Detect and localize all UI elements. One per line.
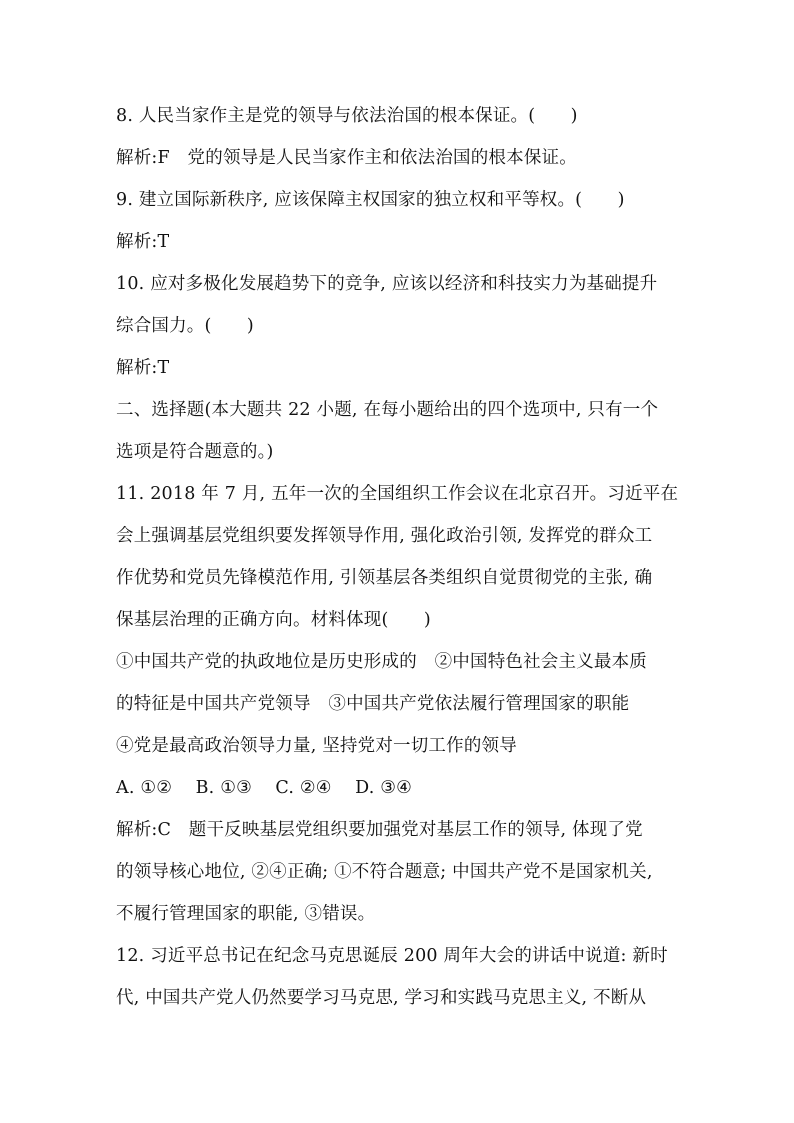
question-11-statements-line-2: 的特征是中国共产党领导 ③中国共产党依法履行管理国家的职能 (116, 694, 630, 714)
question-10-line-2: 综合国力。( ) (116, 316, 254, 336)
answer-11-line-3: 不履行管理国家的职能, ③错误。 (116, 904, 376, 924)
question-9: 9. 建立国际新秩序, 应该保障主权国家的独立权和平等权。( ) (116, 190, 625, 210)
question-11-line-3: 作优势和党员先锋模范作用, 引领基层各类组织自觉贯彻党的主张, 确 (116, 568, 653, 588)
question-12-line-2: 代, 中国共产党人仍然要学习马克思, 学习和实践马克思主义, 不断从 (116, 988, 647, 1008)
answer-11-line-2: 的领导核心地位, ②④正确; ①不符合题意; 中国共产党不是国家机关, (116, 862, 653, 882)
question-11-line-1: 11. 2018 年 7 月, 五年一次的全国组织工作会议在北京召开。习近平在 (116, 484, 679, 504)
answer-8: 解析:F 党的领导是人民当家作主和依法治国的根本保证。 (116, 148, 577, 168)
question-8: 8. 人民当家作主是党的领导与依法治国的根本保证。( ) (116, 106, 578, 126)
question-11-options: A. ①② B. ①③ C. ②④ D. ③④ (116, 778, 413, 798)
question-10-line-1: 10. 应对多极化发展趋势下的竞争, 应该以经济和科技实力为基础提升 (116, 274, 658, 294)
answer-9: 解析:T (116, 232, 170, 252)
question-11-line-4: 保基层治理的正确方向。材料体现( ) (116, 610, 431, 630)
answer-10: 解析:T (116, 358, 170, 378)
section-heading-line-1: 二、选择题(本大题共 22 小题, 在每小题给出的四个选项中, 只有一个 (116, 400, 659, 420)
question-12-line-1: 12. 习近平总书记在纪念马克思诞辰 200 周年大会的讲话中说道: 新时 (116, 946, 668, 966)
question-11-line-2: 会上强调基层党组织要发挥领导作用, 强化政治引领, 发挥党的群众工 (116, 526, 653, 546)
answer-11-line-1: 解析:C 题干反映基层党组织要加强党对基层工作的领导, 体现了党 (116, 820, 643, 840)
question-11-statements-line-3: ④党是最高政治领导力量, 坚持党对一切工作的领导 (116, 736, 517, 756)
section-heading-line-2: 选项是符合题意的。) (116, 442, 274, 462)
question-11-statements-line-1: ①中国共产党的执政地位是历史形成的 ②中国特色社会主义最本质 (116, 652, 647, 672)
